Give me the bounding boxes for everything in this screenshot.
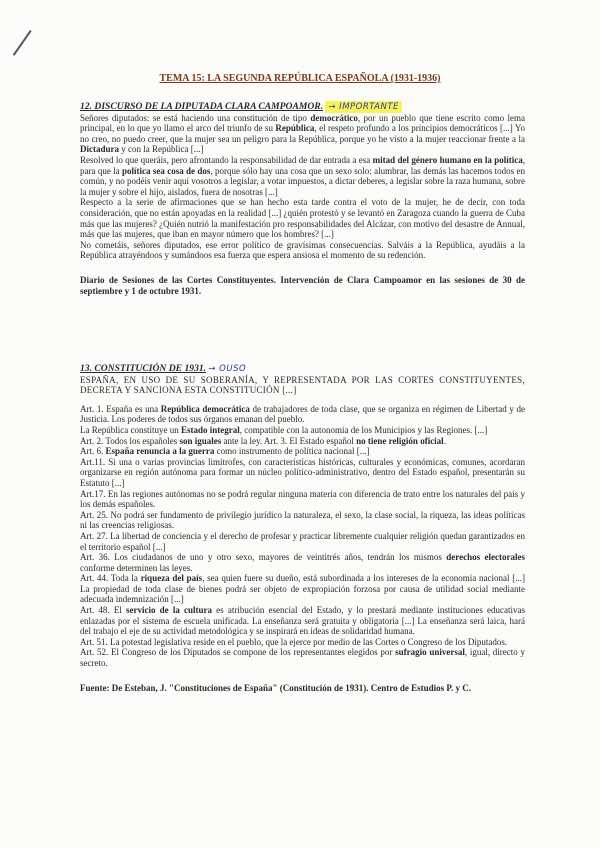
article-27: Art. 27. La libertad de conciencia y el derecho de profesar y practicar libremente cualquier religión quedan garantizados en el territorio español [...] [80, 530, 525, 552]
speech-paragraph-1: Señores diputados: se está haciendo una constitución de tipo democrático, por un pueblo que tiene escrito como lema principal, en lo que yo llamo el arco del triunfo de su República, el respeto profundo a los principios democráticos [...] Yo no creo, no puedo creer, que la mujer sea un peligro para la República, porque yo he visto a la mujer reaccionar frente a la Dictadura y con la República [...] [80, 112, 526, 155]
article-1-continued: La República constituye un Estado integral, compatible con la autonomía de los Municipios y las Regiones. [...] [80, 424, 488, 435]
section-13-source: Fuente: De Esteban, J. "Constituciones de España" (Constitución de 1931). Centro de Estudios P. y C. [80, 682, 472, 693]
constitution-preamble: ESPAÑA, EN USO DE SU SOBERANÍA, Y REPRESENTADA POR LAS CORTES CONSTITUYENTES, DECRETA Y SANCIONA ESTA CONSTITUCIÓN [...] [80, 374, 525, 396]
speech-paragraph-4: No cometáis, señores diputados, ese error político de gravísimas consecuencias. Salváis a la República, ayudáis a la República atrayéndoos y sumándoos esa fuerza que espera ansiosa el momento de su redención. [80, 239, 525, 261]
section-13-heading: 13. CONSTITUCIÓN DE 1931. [80, 363, 207, 374]
section-12-heading: 12. DISCURSO DE LA DIPUTADA CLARA CAMPOAMOR. [80, 101, 324, 112]
speech-paragraph-3: Respecto a la serie de afirmaciones que se han hecho esta tarde contra el voto de la mujer, he de decir, con toda consideración, que no están apoyadas en la realidad [...] ¿quién protestó y se levantó en Zaragoza cuando la guerra de Cuba más que las mujeres? ¿Quién nutrió la manifestación pro responsabilidades del Alcázar, con motivo del desastre de Annual, más que las mujeres, que iban en mayor número que los hombres? [...] [80, 197, 525, 240]
article-2-3: Art. 2. Todos los españoles son iguales ante la ley. Art. 3. El Estado español no tiene religión oficial. [80, 435, 446, 446]
article-44: Art. 44. Toda la riqueza del país, sea quien fuere su dueño, está subordinada a los intereses de la economía nacional [...] La propiedad de toda clase de bienes podrá ser objeto de expropiación forzosa por causa de utilidad social mediante adecuada indemnización [...] [80, 573, 525, 605]
article-36: Art. 36. Los ciudadanos de uno y otro sexo, mayores de veintitrés años, tendrán los mismos derechos electorales conforme determinen las leyes. [80, 552, 525, 573]
article-51: Art. 51. La potestad legislativa reside en el pueblo, que la ejerce por medio de las Cortes o Congreso de los Diputados. [80, 636, 508, 647]
section-13-heading-row [80, 363, 525, 375]
article-17: Art.17. En las regiones autónomas no se podrá regular ninguna materia con diferencia de trato entre los naturales del país y los demás españoles. [80, 488, 525, 510]
article-25: Art. 25. No podrá ser fundamento de privilegio jurídico la naturaleza, el sexo, la clase social, la riqueza, las ideas políticas ni las creencias religiosas. [80, 509, 525, 531]
article-48: Art. 48. El servicio de la cultura es atribución esencial del Estado, y lo prestará mediante instituciones educativas enlazadas por el sistema de escuela unificada. La enseñanza será gratuita y obligatoria [...] La enseñanza será laica, hará del trabajo el eje de su actividad metodológica y se inspirará en ideas de solidaridad humana. [80, 605, 525, 637]
section-12-source: Diario de Sesiones de las Cortes Constituyentes. Intervención de Clara Campoamor en las sesiones de 30 de septiembre y 1 de octubre 1931. [80, 274, 525, 296]
section-12 [80, 101, 525, 296]
handwritten-note-ouso: → OUSO [208, 364, 247, 374]
article-1: Art. 1. España es una República democrática de trabajadores de toda clase, que se organiza en régimen de Libertad y de Justicia. Los poderes de todos sus órganos emanan del pueblo. [80, 403, 525, 425]
pen-stroke-mark [13, 30, 32, 56]
speech-paragraph-2: Resolved lo que queráis, pero afrontando la responsabilidad de dar entrada a esa mitad del género humano en la política, para que la política sea cosa de dos, porque sólo hay una cosa que un sexo solo: alumbrar, las demás las hacemos todos en común, y no podéis venir aquí vosotros a legislar, a votar impuestos, a dictar deberes, a legislar sobre la raza humana, sobre la mujer y sobre el hijo, aislados, fuera de nosotras [...] [80, 154, 525, 197]
article-52: Art. 52. El Congreso de los Diputados se compone de los representantes elegidos por sufragio universal, igual, directo y secreto. [80, 647, 526, 669]
handwritten-note-importante: → IMPORTANTE [325, 101, 402, 113]
section-13 [80, 363, 525, 693]
article-6: Art. 6. España renuncia a la guerra como instrumento de política nacional [...] [80, 446, 370, 457]
article-11: Art.11. Si una o varias provincias limítrofes, con características históricas, culturales y económicas, comunes, acordaran organizarse en región autónoma para formar un núcleo político-administrativo, dentro del Estado español, presentarán su Estatuto [...] [80, 456, 525, 488]
section-12-heading-row [80, 101, 525, 113]
page-title: TEMA 15: LA SEGUNDA REPÚBLICA ESPAÑOLA (1931-1936) [159, 73, 441, 84]
